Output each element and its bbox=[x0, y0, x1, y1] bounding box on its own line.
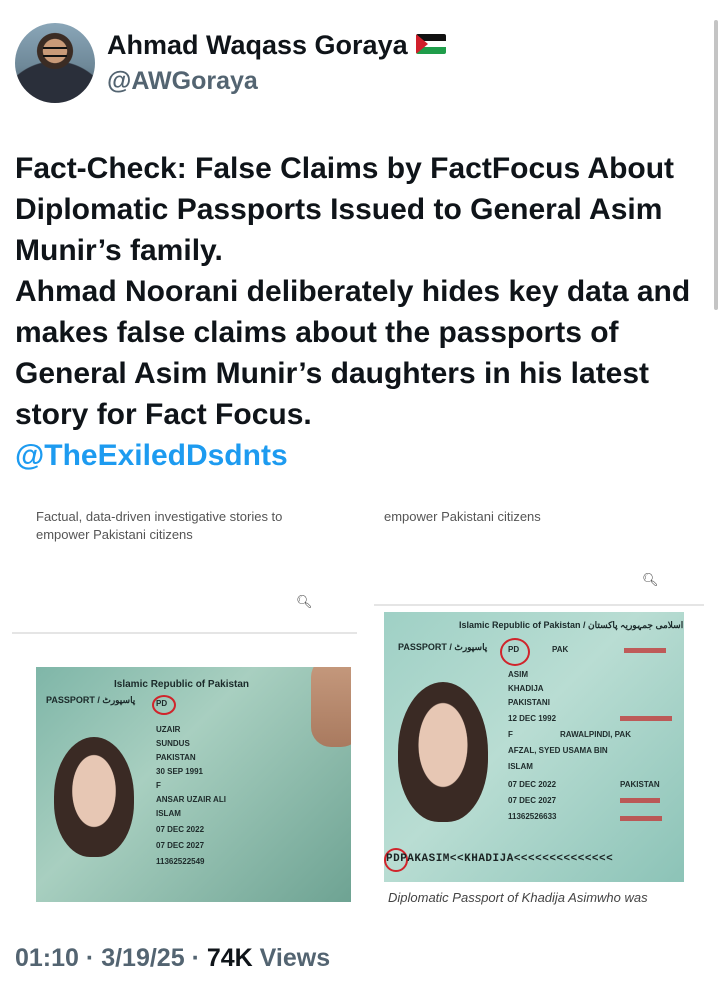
pp-expiry: 07 DEC 2027 bbox=[508, 796, 557, 805]
pp-religion: ISLAM bbox=[156, 809, 181, 818]
divider bbox=[374, 604, 704, 606]
views-count[interactable]: 74K bbox=[206, 944, 253, 972]
pp-number: 11362526633 bbox=[508, 812, 557, 821]
pp-nationality: PAKISTAN bbox=[156, 753, 196, 762]
left-tagline: Factual, data-driven investigative stories to empower Pakistani citizens bbox=[36, 509, 283, 542]
pp-country: Islamic Republic of Pakistan / اسلامی جمہوریہ پاکستان bbox=[459, 620, 684, 630]
pp-place: RAWALPINDI, PAK bbox=[560, 730, 631, 739]
pp-nationality: PAKISTANI bbox=[508, 698, 550, 707]
meta-separator: · bbox=[191, 944, 200, 972]
pp-given: KHADIJA bbox=[508, 684, 544, 693]
pp-dob: 30 SEP 1991 bbox=[156, 767, 204, 776]
tweet-text bbox=[15, 148, 705, 476]
media-right-panel bbox=[364, 492, 710, 912]
image-caption: Diplomatic Passport of Khadija Asimwho was bbox=[388, 890, 648, 905]
pp-issue: 07 DEC 2022 bbox=[156, 825, 205, 834]
redaction-bar bbox=[620, 798, 660, 803]
tweet-meta bbox=[15, 944, 330, 973]
pp-surname: UZAIR bbox=[156, 725, 181, 734]
mention-link[interactable]: @TheExiledDsdnts bbox=[15, 439, 288, 472]
meta-separator: · bbox=[85, 944, 95, 972]
pp-religion: ISLAM bbox=[508, 762, 533, 771]
profile-avatar[interactable] bbox=[15, 23, 95, 103]
pp-surname: ASIM bbox=[508, 670, 528, 679]
tweet-media-image[interactable] bbox=[12, 492, 710, 912]
pp-type: PD bbox=[508, 645, 520, 654]
pp-number: 11362522549 bbox=[156, 857, 205, 866]
divider bbox=[12, 632, 357, 634]
pp-doc-label: PASSPORT / پاسپورٹ bbox=[46, 695, 136, 705]
passport-photo-left bbox=[36, 667, 351, 902]
pp-father: ANSAR UZAIR ALI bbox=[156, 795, 226, 804]
pp-issue: 07 DEC 2022 bbox=[508, 780, 557, 789]
search-icon: 🔍︎ bbox=[296, 594, 313, 609]
tweet-paragraph-1: Fact-Check: False Claims by FactFocus About Diplomatic Passports Issued to General Asim Munir’s family. bbox=[15, 152, 675, 267]
pp-country-code: PAK bbox=[552, 645, 569, 654]
right-tagline: empower Pakistani citizens bbox=[384, 509, 541, 524]
tweet-paragraph-2: Ahmad Noorani deliberately hides key data and makes false claims about the passports of General Asim Munir’s daughters in his latest story for Fact Focus. bbox=[15, 275, 691, 431]
author-name-text: Ahmad Waqass Goraya bbox=[107, 30, 408, 60]
redaction-bar bbox=[620, 716, 672, 721]
pp-sex: F bbox=[508, 730, 513, 739]
author-handle[interactable]: @AWGoraya bbox=[107, 67, 258, 95]
passport-face-left bbox=[54, 737, 134, 857]
pp-mrz: PDPAKASIM<<KHADIJA<<<<<<<<<<<<<< bbox=[386, 853, 614, 865]
views-label: Views bbox=[259, 944, 331, 972]
pp-given: SUNDUS bbox=[156, 739, 190, 748]
tweet-time[interactable]: 01:10 bbox=[15, 944, 79, 972]
thumb bbox=[311, 667, 351, 747]
redaction-bar bbox=[624, 648, 666, 653]
avatar-glasses bbox=[43, 47, 67, 57]
author-display-name[interactable] bbox=[107, 30, 446, 61]
pp-authority: PAKISTAN bbox=[620, 780, 660, 789]
pp-expiry: 07 DEC 2027 bbox=[156, 841, 205, 850]
search-icon: 🔍︎ bbox=[642, 572, 659, 587]
passport-face-right bbox=[398, 682, 488, 822]
pp-doc-label: PASSPORT / پاسپورٹ bbox=[398, 642, 488, 652]
pp-father: AFZAL, SYED USAMA BIN bbox=[508, 746, 608, 755]
pp-type: PD bbox=[156, 699, 168, 708]
pp-country: Islamic Republic of Pakistan bbox=[114, 679, 250, 690]
media-left-panel bbox=[12, 492, 360, 912]
pp-dob: 12 DEC 1992 bbox=[508, 714, 557, 723]
redaction-bar bbox=[620, 816, 662, 821]
palestine-flag-icon bbox=[416, 34, 446, 54]
tweet-date[interactable]: 3/19/25 bbox=[101, 944, 185, 972]
passport-photo-right bbox=[384, 612, 684, 882]
scrollbar[interactable] bbox=[714, 20, 718, 310]
pp-sex: F bbox=[156, 781, 161, 790]
